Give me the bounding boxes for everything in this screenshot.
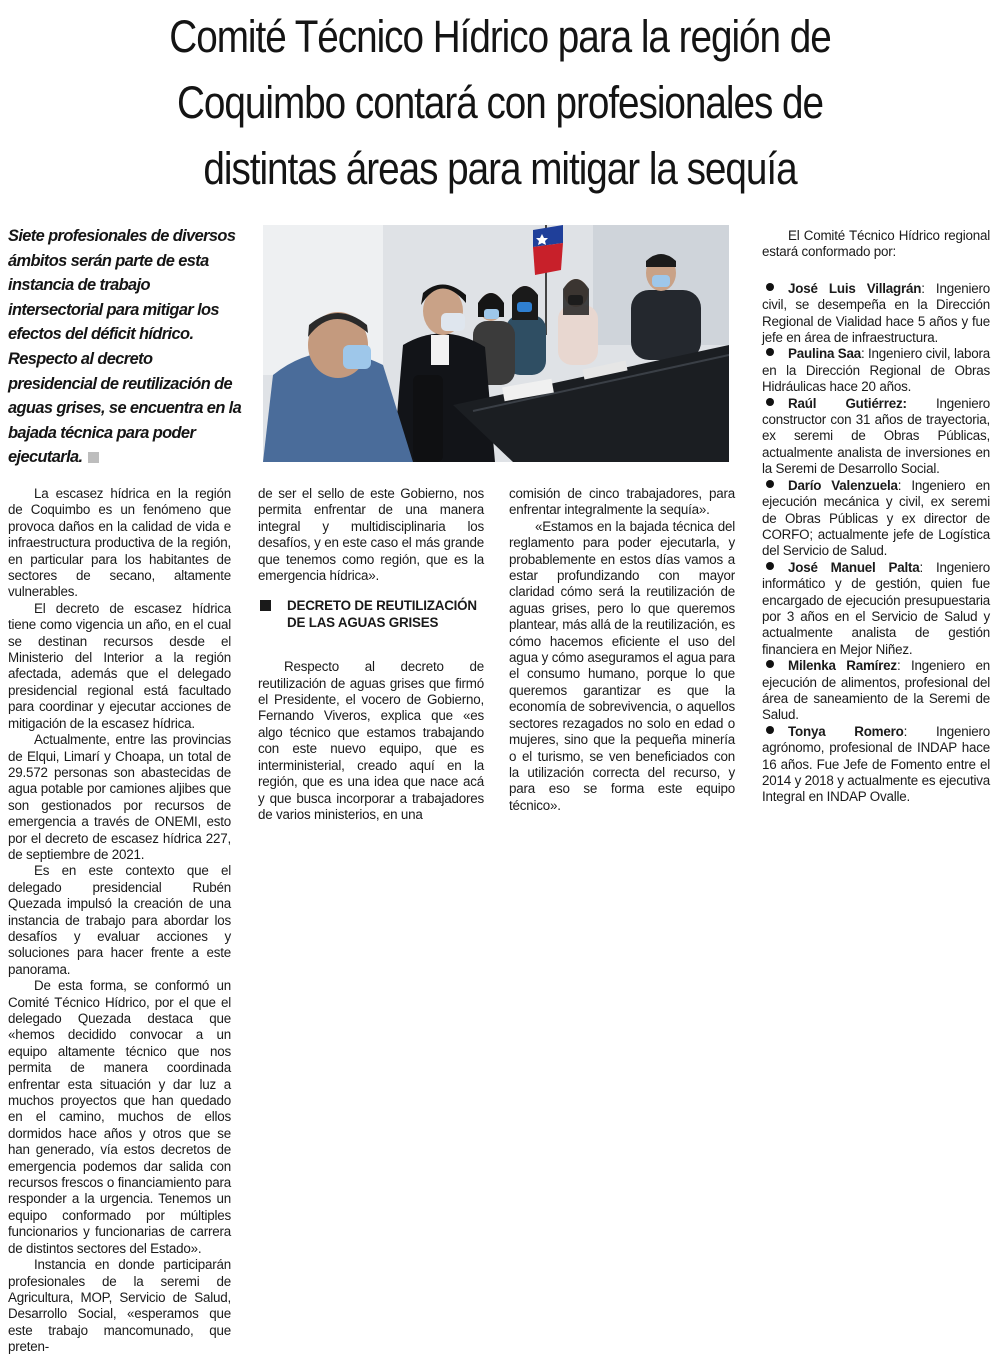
person-middle-2-mask [484,309,499,319]
headline-line-2: Coquimbo contará con profesionales de [177,77,823,128]
body-paragraph: Respecto al decreto de reutilización de aguas grises que firmó el Presidente, el vocero de Gobierno, Fernando Viveros, explica que «es algo técnico que estamos trabajando con este nuevo equipo, que es interministerial, creado aquí en la región, que es una idea que nace acá y que busca incorporar a trabajadores de varios ministerios, en una [258,659,484,822]
member-description: : Ingeniero informático y de gestión, quien fue encargado de ejecución presupuestaria por 3 años en el Servicio de Salud y actualmente analista de gestión financiera en Mejor Niñez. [762,559,990,657]
member-name: Raúl Gutiérrez: [788,395,907,411]
bullet-icon [766,726,774,734]
member-name: Tonya Romero [788,723,904,739]
member-item [762,478,990,560]
member-item [762,724,990,806]
person-center-shirt [431,335,449,365]
member-name: Paulina Saa [788,346,861,362]
body-column-2 [258,486,484,823]
body-paragraph: «Estamos en la bajada técnica del reglamento para poder ejecutarla, y probablemente en estos días vamos a estar profundizando con mayor claridad cómo será la reutilización de aguas grises, pero lo que queremos plantear, más allá de la reutilización, es cómo hacemos eficiente el uso del agua y cómo aseguramos el agua para el consumo humano, porque lo que queremos garantizar es que la economía de sobrevivencia, o aquellos sectores rezagados no solo en edad o mujeres, sino que la pequeña minería o el turismo, se ven beneficiados con la utilización correcta del recurso, y para eso se forma este equipo técnico». [509,518,735,813]
member-item [762,281,990,347]
body-paragraph: Instancia en donde participarán profesionales de la seremi de Agricultura, MOP, Servicio de Salud, Desarrollo Social, «esperamos que este trabajo mancomunado, que preten- [8,1257,231,1355]
member-name: Darío Valenzuela [788,477,898,493]
end-square-icon [88,452,99,463]
body-paragraph: Es en este contexto que el delegado presidencial Rubén Quezada impulsó la creación de una instancia de trabajo para abordar los desafíos y evaluar acciones y soluciones para hacer frente a este panorama. [8,863,231,977]
member-description: : Ingeniero civil, se desempeña en la Dirección Regional de Vialidad hace 5 años y fue jefe en área de infraestructura. [762,280,990,346]
lead-text: Siete profesionales de diversos ámbitos serán parte de esta instancia de trabajo intersectorial para mitigar los efectos del déficit hídrico. Respecto al decreto presidencial de reutilización de aguas grises, se encuentra en la bajada técnica para poder ejecutarla. [8,227,242,467]
member-name: José Manuel Palta [788,559,920,575]
flag-red [533,243,563,275]
member-description: : Ingeniero agrónomo, profesional de INDAP hace 16 años. Fue Jefe de Fomento entre el 2014 y 2018 y actualmente es ejecutiva Integral en INDAP Ovalle. [762,723,990,805]
member-item [762,658,990,724]
member-item [762,396,990,478]
lead-paragraph [8,224,242,470]
member-description: : Ingeniero en ejecución mecánica y civil, ex seremi de Obras Públicas y ex director de CORFO; actualmente jefe de Logística del Servicio de Salud. [762,477,991,559]
bullet-icon [766,562,774,570]
subheading-square-icon [260,600,271,611]
body-column-1 [8,486,231,1356]
headline-line-3: distintas áreas para mitigar la sequía [203,143,797,194]
headline-line-1: Comité Técnico Hídrico para la región de [169,11,831,62]
person-back-right-mask [652,275,670,287]
body-column-4 [762,228,990,806]
member-item [762,346,990,395]
bullet-icon [766,398,774,406]
bullet-icon [766,348,774,356]
bullet-icon [766,283,774,291]
body-paragraph: De esta forma, se conformó un Comité Técnico Hídrico, por el que el delegado Quezada destaca que «hemos decidido convocar a un equipo altamente técnico que nos permita de manera coordinada enfrentar esta situación y dar luz a muchos proyectos que han quedado en el camino, muchos de ellos dormidos hace años y otros que se han generado, vía estos decretos de emergencia podemos dar salida con recursos frescos o financiamiento para responder a la urgencia. Tenemos un equipo conformado por múltiples funcionarios y funcionarias de carrera de distintos sectores del Estado». [8,978,231,1256]
body-paragraph: La escasez hídrica en la región de Coquimbo es un fenómeno que provoca daños en la calidad de vida e infraestructura productiva de la región, en particular para los habitantes de sectores de secano, altamente vulnerables. [8,486,231,600]
member-name: Milenka Ramírez [788,658,897,674]
meeting-photo-illustration [263,225,729,462]
person-middle-4-mask [568,295,583,305]
body-paragraph: de ser el sello de este Gobierno, nos permita enfrentar de una manera integral y multidisciplinaria los desafíos, y en este caso el más grande que tenemos como región, que es la emergencia hídrica». [258,486,484,584]
body-paragraph: Actualmente, entre las provincias de Elqui, Limarí y Choapa, un total de 29.572 personas son abastecidas de agua potable por camiones aljibes que son gestionados por recursos de emergencia a través de ONEMI, esto por el decreto de escasez hídrica 227, de septiembre de 2021. [8,732,231,862]
person-middle-3-mask [517,302,532,312]
bullet-icon [766,480,774,488]
person-back-right-body [631,290,701,360]
subheading [258,598,484,631]
member-description: : Ingeniero en ejecución de alimentos, profesional del área de saneamiento de la Seremi de Salud. [762,658,991,723]
member-description: : Ingeniero civil, labora en la Dirección Regional de Obras Hidráulicas hace 20 años. [762,346,990,395]
body-paragraph: comisión de cinco trabajadores, para enfrentar integralmente la sequía». [509,486,735,518]
person-center-mask [441,313,465,331]
news-photo [263,225,729,462]
bullet-icon [766,660,774,668]
subheading-text: DECRETO DE REUTILIZACIÓN DE LAS AGUAS GRISES [287,598,477,630]
person-left-mask [343,345,371,369]
headline [87,4,913,202]
member-description: Ingeniero constructor con 31 años de trayectoria, ex seremi de Obras Públicas, actualmente analista de inversiones en la Seremi de Desarrollo Social. [762,395,991,477]
member-name: José Luis Villagrán [788,280,922,296]
member-item [762,560,990,658]
committee-intro: El Comité Técnico Hídrico regional estará conformado por: [762,228,990,260]
photo-chair [413,375,443,462]
body-paragraph: El decreto de escasez hídrica tiene como vigencia un año, en el cual se destinan recursos desde el Ministerio del Interior a la región afectada, además que el delegado presidencial regional está facultado para coordinar y ejecutar acciones de mitigación de la escasez hídrica. [8,600,231,731]
body-column-3 [509,486,735,814]
